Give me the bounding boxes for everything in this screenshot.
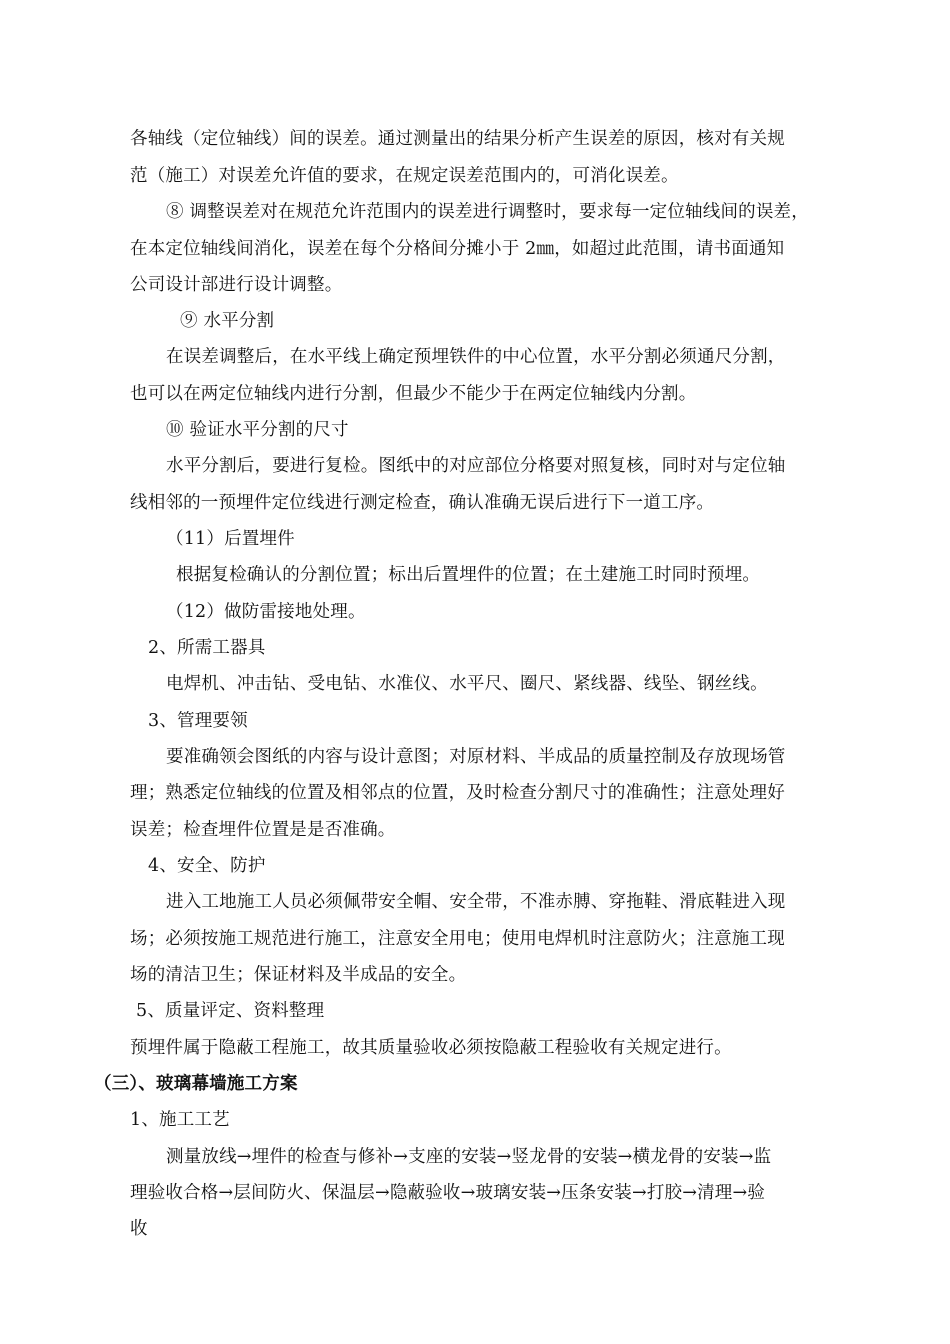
list-item-12: （12）做防雷接地处理。 bbox=[166, 602, 366, 622]
section-heading: 3、管理要领 bbox=[148, 711, 248, 731]
paragraph-line: 预埋件属于隐蔽工程施工，故其质量验收必须按隐蔽工程验收有关规定进行。 bbox=[130, 1038, 732, 1058]
paragraph-line: 要准确领会图纸的内容与设计意图；对原材料、半成品的质量控制及存放现场管 bbox=[166, 747, 786, 767]
list-item-10: ⑩ 验证水平分割的尺寸 bbox=[166, 420, 349, 440]
section-heading: 2、所需工器具 bbox=[148, 638, 266, 658]
paragraph-line: 误差；检查埋件位置是是否准确。 bbox=[130, 820, 396, 840]
paragraph-line: 范（施工）对误差允许值的要求，在规定误差范围内的，可消化误差。 bbox=[130, 166, 679, 186]
paragraph-line: 进入工地施工人员必须佩带安全帽、安全带，不准赤膊、穿拖鞋、滑底鞋进入现 bbox=[166, 892, 786, 912]
paragraph-line: 收 bbox=[130, 1219, 148, 1239]
list-item-9: ⑨ 水平分割 bbox=[180, 311, 275, 331]
paragraph-line: 电焊机、冲击钻、受电钻、水准仪、水平尺、圈尺、紧线器、线坠、钢丝线。 bbox=[166, 674, 768, 694]
section-heading: 5、质量评定、资料整理 bbox=[136, 1001, 325, 1021]
paragraph-line: 在误差调整后，在水平线上确定预埋铁件的中心位置，水平分割必须通尺分割， bbox=[166, 347, 786, 367]
chapter-heading: （三）、玻璃幕墙施工方案 bbox=[94, 1074, 298, 1094]
paragraph-line: 在本定位轴线间消化，误差在每个分格间分摊小于 2㎜，如超过此范围，请书面通知 bbox=[130, 239, 785, 259]
section-heading: 1、施工工艺 bbox=[130, 1110, 230, 1130]
paragraph-line: 理验收合格→层间防火、保温层→隐蔽验收→玻璃安装→压条安装→打胶→清理→验 bbox=[130, 1183, 766, 1203]
paragraph-line: 公司设计部进行设计调整。 bbox=[130, 275, 343, 295]
paragraph-line: 理；熟悉定位轴线的位置及相邻点的位置，及时检查分割尺寸的准确性；注意处理好 bbox=[130, 783, 785, 803]
paragraph-line: 根据复检确认的分割位置；标出后置埋件的位置；在土建施工时同时预埋。 bbox=[176, 565, 761, 585]
paragraph-line: 水平分割后，要进行复检。图纸中的对应部位分格要对照复核，同时对与定位轴 bbox=[166, 456, 786, 476]
section-heading: 4、安全、防护 bbox=[148, 856, 266, 876]
paragraph-line: 场的清洁卫生；保证材料及半成品的安全。 bbox=[130, 965, 467, 985]
list-item-11: （11）后置埋件 bbox=[166, 529, 295, 549]
paragraph-line: 线相邻的一预埋件定位线进行测定检查，确认准确无误后进行下一道工序。 bbox=[130, 493, 715, 513]
list-item-8: ⑧ 调整误差对在规范允许范围内的误差进行调整时，要求每一定位轴线间的误差， bbox=[166, 202, 809, 222]
paragraph-line: 各轴线（定位轴线）间的误差。通过测量出的结果分析产生误差的原因，核对有关规 bbox=[130, 129, 785, 149]
paragraph-line: 也可以在两定位轴线内进行分割，但最少不能少于在两定位轴线内分割。 bbox=[130, 384, 697, 404]
paragraph-line: 测量放线→埋件的检查与修补→支座的安装→竖龙骨的安装→横龙骨的安装→监 bbox=[166, 1147, 772, 1167]
paragraph-line: 场；必须按施工规范进行施工，注意安全用电；使用电焊机时注意防火；注意施工现 bbox=[130, 929, 785, 949]
